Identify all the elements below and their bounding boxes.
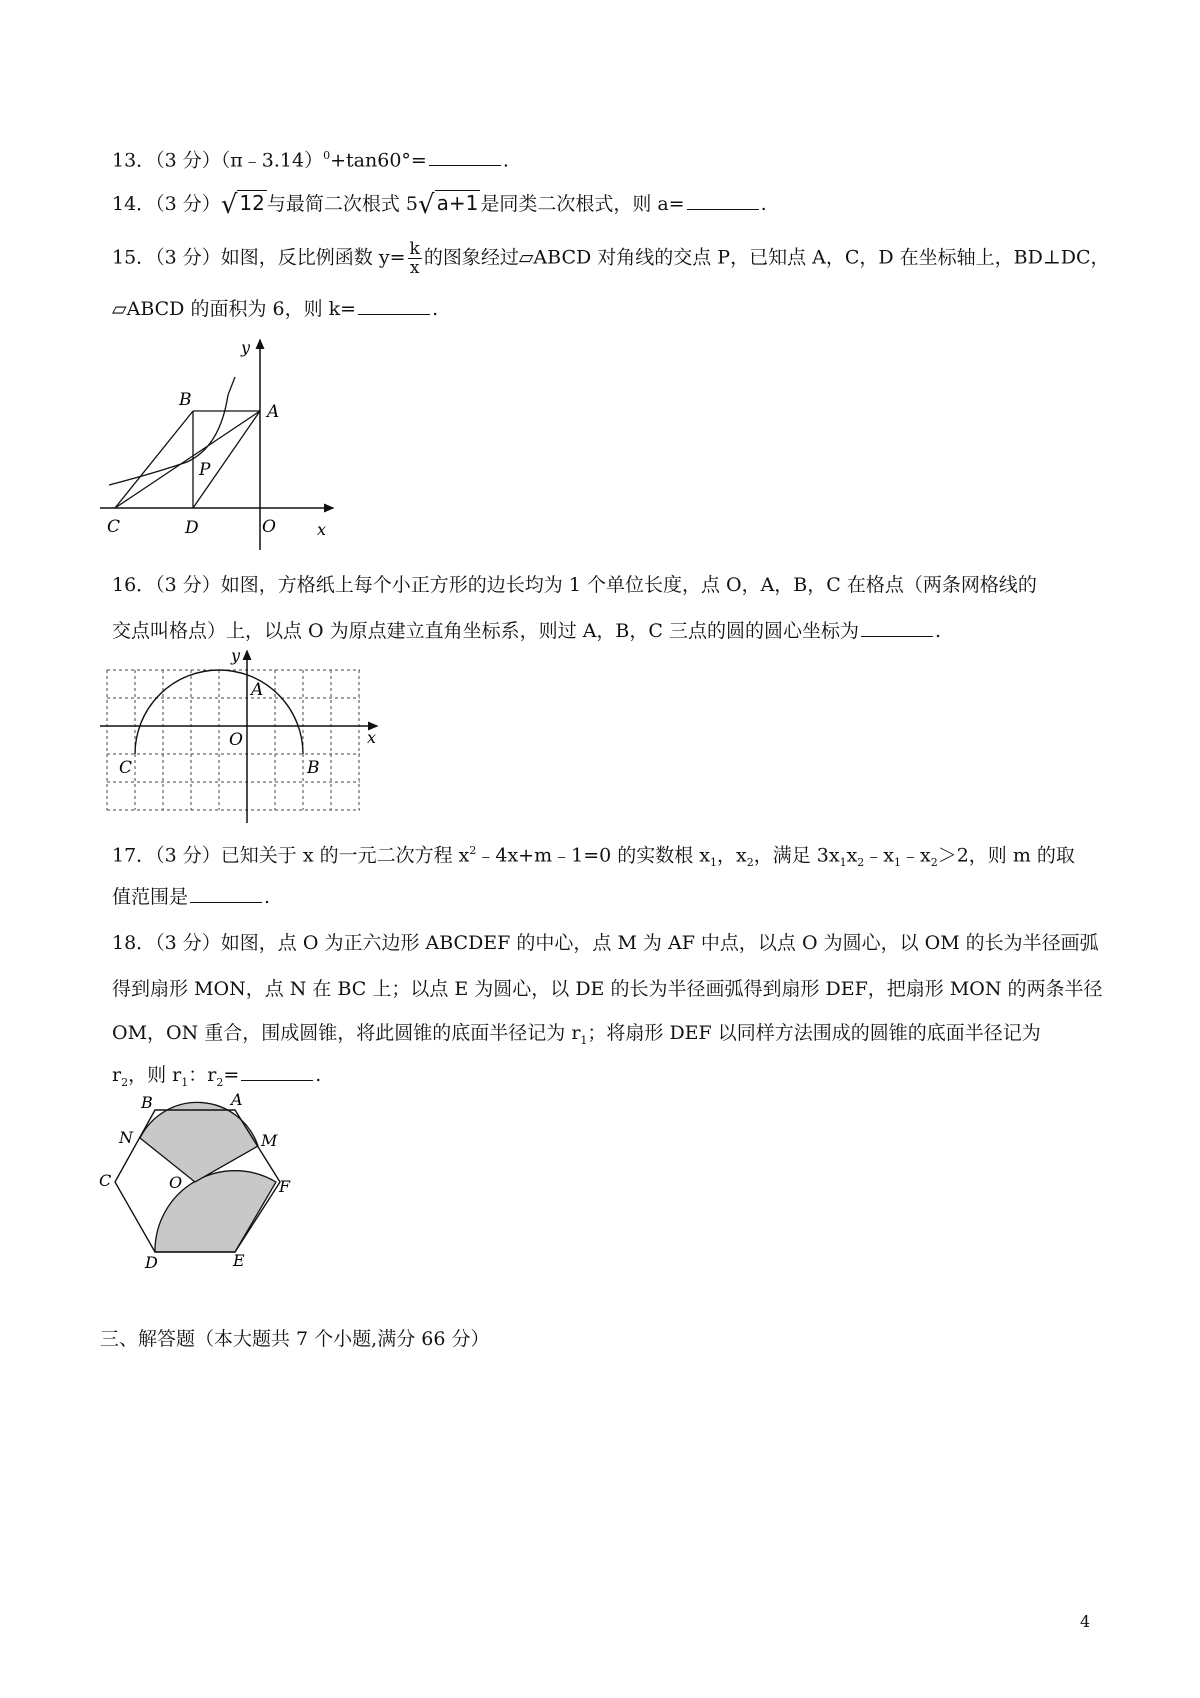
q18-end: . <box>315 1064 322 1086</box>
q18-figure <box>95 1090 315 1275</box>
question-15-line2 <box>112 296 438 322</box>
q18-line4-b: ，则 r <box>128 1064 182 1086</box>
q14-end: . <box>760 193 767 215</box>
q13-end: . <box>502 149 509 172</box>
label-B: B <box>179 390 192 410</box>
label-B: B <box>141 1093 153 1112</box>
q17-text-d: ，满足 3x <box>753 844 840 867</box>
q18-line4-d: = <box>223 1064 240 1086</box>
q18-line2: 得到扇形 MON，点 N 在 BC 上；以点 E 为圆心，以 DE 的长为半径画弧得到扇形 DEF，把扇形 MON 的两条半径 <box>112 978 1103 1000</box>
q18-sub: 2 <box>121 1075 129 1089</box>
q17-text-a: 17．（3 分）已知关于 x 的一元二次方程 x <box>112 844 470 867</box>
answer-blank <box>429 147 501 166</box>
q15-prefix: 15．（3 分）如图，反比例函数 y= <box>112 246 406 269</box>
label-D: D <box>185 518 199 538</box>
q17-sub: 1 <box>839 856 847 870</box>
hyperbola-curve <box>109 377 235 485</box>
label-B: B <box>307 758 320 778</box>
q17-text-h: ＞2，则 m 的取 <box>937 844 1075 867</box>
q16-line1: 16．（3 分）如图，方格纸上每个小正方形的边长均为 1 个单位长度，点 O，A，B，C 在格点（两条网格线的 <box>112 574 1037 596</box>
q15-rest: 的图象经过▱ABCD 对角线的交点 P，已知点 A，C，D 在坐标轴上，BD⊥DC， <box>423 246 1110 269</box>
question-13 <box>112 143 509 173</box>
section-3-title: 三、解答题（本大题共 7 个小题,满分 66 分） <box>100 1328 490 1350</box>
label-N: N <box>119 1128 133 1147</box>
label-O: O <box>229 730 243 750</box>
q13-prefix: 13．（3 分）（π﹣3.14） <box>112 149 324 172</box>
question-18-line3 <box>112 1020 1041 1054</box>
label-y: y <box>231 646 241 665</box>
label-y: y <box>241 338 251 357</box>
q17-text-c: ，x <box>717 844 747 867</box>
label-A: A <box>231 1090 243 1109</box>
q17-text-b: ﹣4x+m﹣1=0 的实数根 x <box>476 844 710 867</box>
q13-rest: +tan60°= <box>330 149 427 172</box>
q15-figure <box>95 335 355 560</box>
q18-line4-c: ：r <box>188 1064 217 1086</box>
q16-end: . <box>934 620 942 642</box>
sector-MON <box>140 1102 258 1182</box>
q15-line2: ▱ABCD 的面积为 6，则 k= <box>112 298 357 320</box>
fraction-k-over-x: $\frac{k}{x}$ <box>409 239 420 278</box>
answer-blank <box>241 1062 313 1081</box>
label-x: x <box>367 728 377 747</box>
sqrt-12: √ 12 <box>220 190 265 220</box>
section-3-heading <box>100 1326 489 1352</box>
q16-figure <box>95 645 395 825</box>
q17-text-g: ﹣x <box>901 844 931 867</box>
q18-sub: 2 <box>216 1075 224 1089</box>
question-16-line2 <box>112 618 941 644</box>
question-14 <box>112 190 767 218</box>
q14-rest: 是同类二次根式，则 a= <box>480 193 685 215</box>
answer-blank <box>190 884 262 903</box>
q17-sup: 2 <box>469 844 477 857</box>
label-O: O <box>262 517 276 537</box>
q17-text-e: x <box>846 844 858 867</box>
label-A: A <box>267 402 280 422</box>
q14-mid: 与最简二次根式 5 <box>266 193 418 215</box>
q17-sub: 1 <box>894 856 901 870</box>
q18-line3-a: OM，ON 重合，围成圆锥，将此圆锥的底面半径记为 r <box>112 1022 581 1044</box>
q18-sub: 1 <box>580 1033 588 1047</box>
question-18-line2 <box>112 976 1103 1002</box>
label-M: M <box>261 1131 278 1150</box>
sqrt-a-plus-1: √ a+1 <box>417 190 479 220</box>
label-F: F <box>279 1177 291 1196</box>
question-18 <box>112 930 1099 956</box>
q18-line1: 18．（3 分）如图，点 O 为正六边形 ABCDEF 的中心，点 M 为 AF 中点，以点 O 为圆心，以 OM 的长为半径画弧 <box>112 932 1099 954</box>
question-17 <box>112 838 1075 876</box>
answer-blank <box>358 296 430 315</box>
question-17-line2 <box>112 884 270 910</box>
q17-sub: 2 <box>746 856 754 870</box>
q17-text-f: ﹣x <box>864 844 894 867</box>
label-A: A <box>251 680 264 700</box>
answer-blank <box>687 191 759 210</box>
q13-exponent: 0 <box>323 149 331 162</box>
q18-sub: 1 <box>181 1075 189 1089</box>
q15-end: . <box>432 298 439 320</box>
label-O: O <box>169 1173 183 1192</box>
q16-line2: 交点叫格点）上，以点 O 为原点建立直角坐标系，则过 A，B，C 三点的圆的圆心坐标为 <box>112 620 859 642</box>
label-C: C <box>99 1171 112 1190</box>
q17-sub: 2 <box>930 856 938 870</box>
question-15 <box>112 240 1110 277</box>
q17-sub: 2 <box>857 856 865 870</box>
q14-prefix: 14．（3 分） <box>112 193 221 215</box>
q17-end: . <box>264 886 271 908</box>
label-E: E <box>233 1251 245 1270</box>
label-D: D <box>145 1253 158 1272</box>
q18-line4-a: r <box>112 1064 122 1086</box>
page-number: 4 <box>1080 1612 1091 1631</box>
question-16 <box>112 572 1037 598</box>
q17-line2: 值范围是 <box>112 886 189 908</box>
q17-sub: 1 <box>710 856 717 870</box>
answer-blank <box>861 618 933 637</box>
q18-line3-b: ；将扇形 DEF 以同样方法围成的圆锥的底面半径记为 <box>587 1022 1041 1044</box>
label-x: x <box>317 520 327 539</box>
label-C: C <box>107 517 121 537</box>
label-P: P <box>199 460 211 480</box>
label-C: C <box>119 758 133 778</box>
